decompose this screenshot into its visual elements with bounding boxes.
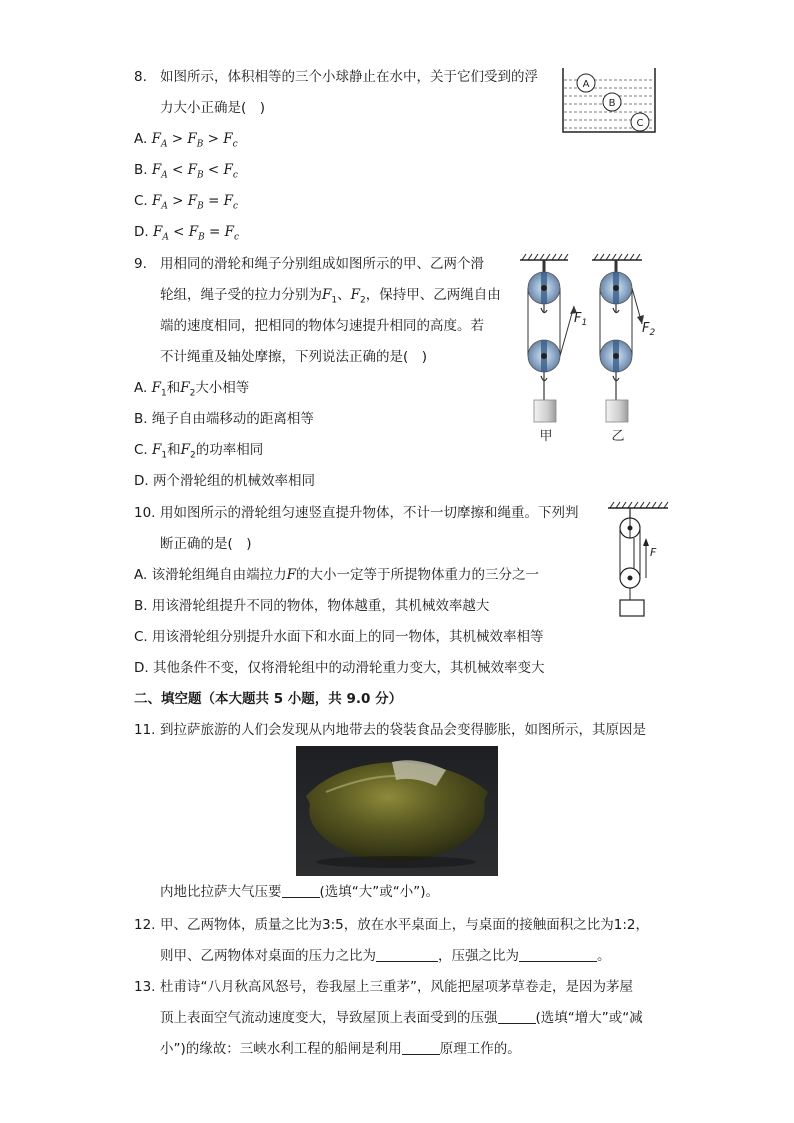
- q9-force-f2: $F_2$: [642, 321, 656, 338]
- q8-option-d-formula: $F_A < F_B = F_c$: [152, 224, 240, 243]
- q11-answer-blank[interactable]: [282, 883, 320, 898]
- q9-stem-line4: 不计绳重及轴处摩擦，下列说法正确的是( ): [160, 349, 428, 365]
- q9-stem-line1: 用相同的滑轮和绳子分别组成如图所示的甲、乙两个滑: [160, 256, 484, 272]
- q11-stem-line1: 到拉萨旅游的人们会发现从内地带去的袋装食品会变得膨胀，如图所示，其原因是: [160, 722, 646, 738]
- q10-force-label: F: [650, 546, 657, 559]
- q10-option-d[interactable]: D. 其他条件不变，仅将滑轮组中的动滑轮重力变大，其机械效率变大: [134, 660, 545, 676]
- q8-option-d[interactable]: D. $F_A < F_B = F_c$: [134, 224, 240, 243]
- q8-option-b[interactable]: B. $F_A < F_B < F_c$: [134, 162, 238, 181]
- q8-ball-a-label: A: [582, 79, 590, 90]
- q8-ball-c-label: C: [636, 118, 644, 129]
- q9-stem-line2: 轮组，绳子受的拉力分别为$F_1$、$F_2$，保持甲、乙两绳自由: [160, 287, 501, 306]
- q8-stem-line2: 力大小正确是( ): [160, 100, 266, 116]
- q10-option-b[interactable]: B. 用该滑轮组提升不同的物体，物体越重，其机械效率越大: [134, 598, 490, 614]
- q10-option-c[interactable]: C. 用该滑轮组分别提升水面下和水面上的同一物体，其机械效率相等: [134, 629, 544, 645]
- q9-left-ceiling: [520, 254, 568, 260]
- q12-stem-line1: 甲、乙两物体，质量之比为3:5，放在水平桌面上，与桌面的接触面积之比为1:2，: [160, 917, 649, 933]
- q11-number: 11.: [134, 722, 156, 738]
- q9-option-d[interactable]: D. 两个滑轮组的机械效率相同: [134, 473, 315, 489]
- q12-answer-blank-2[interactable]: [519, 947, 597, 962]
- q8-option-a-formula: $F_A > F_B > F_c$: [151, 131, 238, 150]
- q10-number: 10.: [134, 505, 156, 521]
- q9-stem-line3: 端的速度相同，把相同的物体匀速提升相同的高度。若: [160, 318, 484, 334]
- q9-right-weight: [606, 400, 628, 422]
- q13-answer-blank-2[interactable]: [402, 1040, 440, 1055]
- q13-answer-blank-1[interactable]: [498, 1009, 536, 1024]
- q13-stem-line2: 顶上表面空气流动速度变大，导致屋顶上表面受到的压强 (选填“增大”或“减: [160, 1010, 643, 1026]
- section-2-title: 二、填空题（本大题共 5 小题，共 9.0 分）: [134, 691, 403, 707]
- q9-right-ceiling: [592, 254, 642, 260]
- q8-option-a[interactable]: A. $F_A > F_B > F_c$: [134, 131, 238, 150]
- q9-force-f1: $F_1$: [574, 311, 588, 328]
- q11-photo-inflated-bag: [296, 746, 498, 876]
- q8-number: 8.: [134, 69, 147, 85]
- q9-left-system: [528, 260, 587, 444]
- q13-stem-line3: 小”)的缘故：三峡水利工程的船闸是利用 原理工作的。: [160, 1041, 521, 1057]
- q10-stem-line2: 断正确的是( ): [160, 536, 252, 552]
- q9-label-jia: 甲: [539, 429, 553, 444]
- q8-option-c[interactable]: C. $F_A > F_B = F_c$: [134, 193, 239, 212]
- q10-option-a[interactable]: A. 该滑轮组绳自由端拉力F的大小一定等于所提物体重力的三分之一: [134, 567, 539, 583]
- q8-option-b-formula: $F_A < F_B < F_c$: [151, 162, 238, 181]
- q9-number: 9.: [134, 256, 147, 272]
- q12-number: 12.: [134, 917, 156, 933]
- q9-option-c[interactable]: C. $F_1$和$F_2$的功率相同: [134, 442, 264, 461]
- q9-option-a[interactable]: A. $F_1$和$F_2$大小相等: [134, 380, 250, 399]
- q12-stem-line2: 则甲、乙两物体对桌面的压力之比为 ，压强之比为 。: [160, 948, 611, 964]
- q13-stem-line1: 杜甫诗“八月秋高风怒号，卷我屋上三重茅”，风能把屋项茅草卷走，是因为茅屋: [160, 979, 633, 995]
- q9-label-yi: 乙: [611, 429, 625, 444]
- q9-figure-pulley-systems: [512, 252, 672, 448]
- q10-figure-pulley: [604, 500, 674, 620]
- q12-answer-blank-1[interactable]: [376, 947, 438, 962]
- q10-weight: [620, 600, 644, 616]
- q9-left-weight: [534, 400, 556, 422]
- q11-stem-line2: 内地比拉萨大气压要 (选填“大”或“小”)。: [160, 884, 440, 900]
- q10-stem-line1: 用如图所示的滑轮组匀速竖直提升物体，不计一切摩擦和绳重。下列判: [160, 505, 579, 521]
- q13-number: 13.: [134, 979, 156, 995]
- q8-stem-line1: 如图所示，体积相等的三个小球静止在水中，关于它们受到的浮: [160, 69, 538, 85]
- q9-right-system: [600, 260, 655, 444]
- q9-option-b[interactable]: B. 绳子自由端移动的距离相等: [134, 411, 314, 427]
- q8-ball-b-label: B: [608, 98, 616, 109]
- q8-option-c-formula: $F_A > F_B = F_c$: [152, 193, 239, 212]
- q8-figure-container-balls: [560, 64, 660, 136]
